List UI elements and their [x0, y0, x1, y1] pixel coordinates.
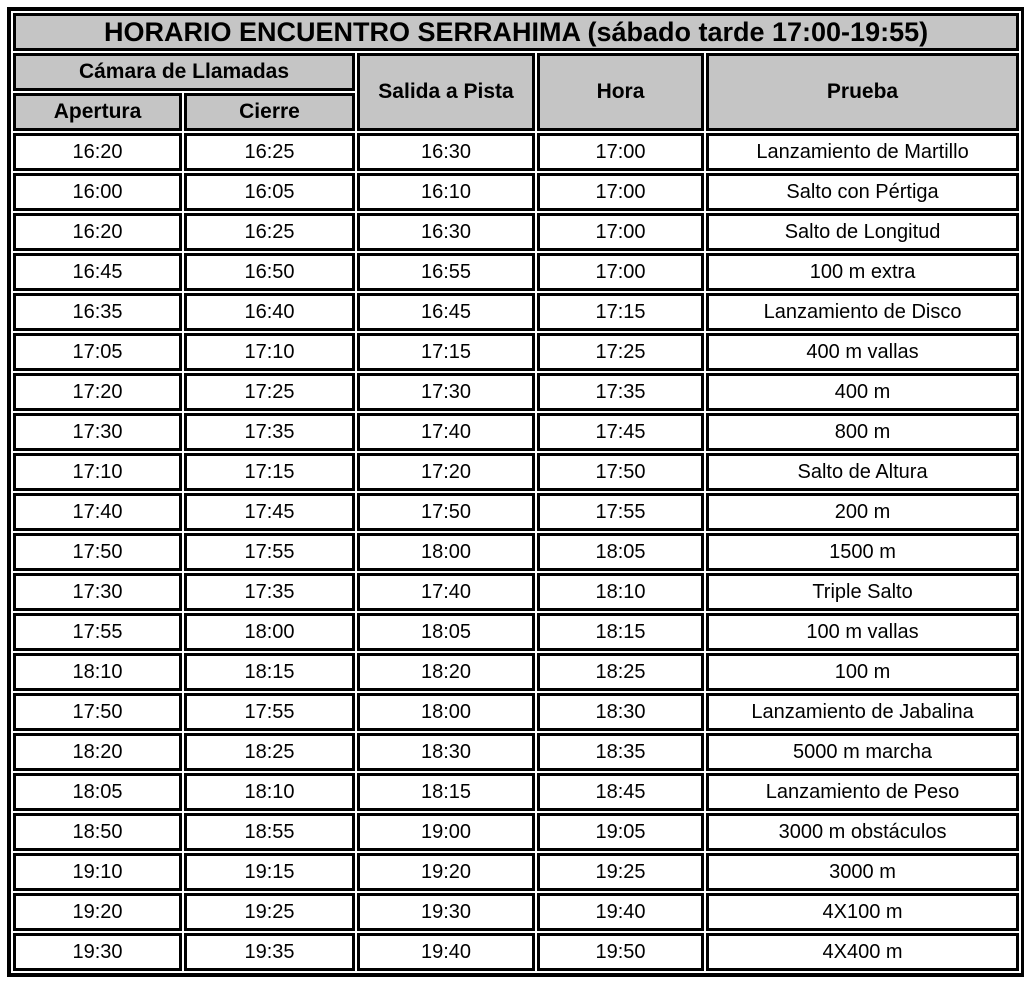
cell-hora: 18:35	[537, 733, 704, 771]
cell-apertura: 17:05	[13, 333, 182, 371]
cell-salida-a-pista: 16:10	[357, 173, 535, 211]
cell-cierre: 17:55	[184, 693, 355, 731]
cell-apertura: 17:30	[13, 573, 182, 611]
cell-prueba: 4X400 m	[706, 933, 1019, 971]
cell-hora: 17:00	[537, 253, 704, 291]
cell-prueba: 400 m vallas	[706, 333, 1019, 371]
cell-prueba: Lanzamiento de Martillo	[706, 133, 1019, 171]
cell-prueba: 800 m	[706, 413, 1019, 451]
cell-cierre: 16:25	[184, 213, 355, 251]
cell-hora: 18:25	[537, 653, 704, 691]
cell-hora: 19:05	[537, 813, 704, 851]
schedule-table	[7, 7, 1024, 977]
cell-apertura: 16:20	[13, 133, 182, 171]
cell-salida-a-pista: 19:20	[357, 853, 535, 891]
cell-apertura: 16:00	[13, 173, 182, 211]
cell-cierre: 19:35	[184, 933, 355, 971]
cell-salida-a-pista: 17:50	[357, 493, 535, 531]
cell-salida-a-pista: 19:00	[357, 813, 535, 851]
table-header	[13, 13, 1019, 131]
table-body	[13, 133, 1019, 971]
cell-apertura: 18:20	[13, 733, 182, 771]
cell-hora: 17:25	[537, 333, 704, 371]
table-row	[13, 253, 1019, 291]
cell-salida-a-pista: 17:40	[357, 413, 535, 451]
cell-cierre: 17:55	[184, 533, 355, 571]
cell-hora: 17:45	[537, 413, 704, 451]
cell-salida-a-pista: 18:30	[357, 733, 535, 771]
cell-prueba: Lanzamiento de Peso	[706, 773, 1019, 811]
cell-prueba: 3000 m	[706, 853, 1019, 891]
cell-salida-a-pista: 18:20	[357, 653, 535, 691]
cell-salida-a-pista: 17:30	[357, 373, 535, 411]
table-row	[13, 333, 1019, 371]
cell-cierre: 16:05	[184, 173, 355, 211]
cell-apertura: 16:45	[13, 253, 182, 291]
cell-hora: 19:25	[537, 853, 704, 891]
cell-hora: 17:00	[537, 213, 704, 251]
table-row	[13, 213, 1019, 251]
cell-cierre: 17:35	[184, 573, 355, 611]
cell-prueba: 1500 m	[706, 533, 1019, 571]
cell-prueba: 400 m	[706, 373, 1019, 411]
header-prueba: Prueba	[706, 53, 1019, 131]
cell-hora: 17:00	[537, 173, 704, 211]
cell-apertura: 19:30	[13, 933, 182, 971]
table-row	[13, 453, 1019, 491]
cell-cierre: 18:25	[184, 733, 355, 771]
header-apertura: Apertura	[13, 93, 182, 131]
cell-cierre: 19:15	[184, 853, 355, 891]
cell-cierre: 16:25	[184, 133, 355, 171]
cell-prueba: 100 m vallas	[706, 613, 1019, 651]
cell-apertura: 16:35	[13, 293, 182, 331]
cell-cierre: 17:15	[184, 453, 355, 491]
header-camara-de-llamadas: Cámara de Llamadas	[13, 53, 355, 91]
cell-prueba: 3000 m obstáculos	[706, 813, 1019, 851]
table-row	[13, 773, 1019, 811]
cell-prueba: Lanzamiento de Disco	[706, 293, 1019, 331]
cell-prueba: 100 m extra	[706, 253, 1019, 291]
table-row	[13, 493, 1019, 531]
cell-prueba: Salto con Pértiga	[706, 173, 1019, 211]
table-row	[13, 533, 1019, 571]
cell-apertura: 18:50	[13, 813, 182, 851]
cell-salida-a-pista: 16:30	[357, 133, 535, 171]
table-row	[13, 693, 1019, 731]
cell-hora: 18:05	[537, 533, 704, 571]
cell-hora: 17:35	[537, 373, 704, 411]
cell-cierre: 19:25	[184, 893, 355, 931]
table-row	[13, 293, 1019, 331]
cell-hora: 17:15	[537, 293, 704, 331]
cell-salida-a-pista: 16:55	[357, 253, 535, 291]
cell-salida-a-pista: 18:15	[357, 773, 535, 811]
header-hora: Hora	[537, 53, 704, 131]
table-row	[13, 613, 1019, 651]
cell-cierre: 18:00	[184, 613, 355, 651]
table-row	[13, 653, 1019, 691]
cell-prueba: 100 m	[706, 653, 1019, 691]
cell-salida-a-pista: 18:05	[357, 613, 535, 651]
cell-salida-a-pista: 16:30	[357, 213, 535, 251]
cell-hora: 18:15	[537, 613, 704, 651]
cell-hora: 18:10	[537, 573, 704, 611]
cell-salida-a-pista: 18:00	[357, 693, 535, 731]
cell-apertura: 19:20	[13, 893, 182, 931]
cell-cierre: 16:50	[184, 253, 355, 291]
table-row	[13, 893, 1019, 931]
cell-salida-a-pista: 17:15	[357, 333, 535, 371]
cell-apertura: 17:20	[13, 373, 182, 411]
cell-apertura: 17:55	[13, 613, 182, 651]
cell-hora: 18:45	[537, 773, 704, 811]
cell-apertura: 17:40	[13, 493, 182, 531]
table-row	[13, 573, 1019, 611]
cell-salida-a-pista: 19:30	[357, 893, 535, 931]
page-title: HORARIO ENCUENTRO SERRAHIMA (sábado tarde 17:00-19:55)	[13, 13, 1019, 51]
table-row	[13, 413, 1019, 451]
cell-apertura: 16:20	[13, 213, 182, 251]
cell-salida-a-pista: 19:40	[357, 933, 535, 971]
cell-salida-a-pista: 17:40	[357, 573, 535, 611]
table-row	[13, 133, 1019, 171]
cell-prueba: 4X100 m	[706, 893, 1019, 931]
table-row	[13, 813, 1019, 851]
cell-apertura: 19:10	[13, 853, 182, 891]
cell-cierre: 17:10	[184, 333, 355, 371]
cell-salida-a-pista: 16:45	[357, 293, 535, 331]
cell-salida-a-pista: 17:20	[357, 453, 535, 491]
cell-cierre: 16:40	[184, 293, 355, 331]
cell-prueba: Triple Salto	[706, 573, 1019, 611]
cell-apertura: 17:50	[13, 533, 182, 571]
cell-salida-a-pista: 18:00	[357, 533, 535, 571]
cell-apertura: 18:10	[13, 653, 182, 691]
table-row	[13, 733, 1019, 771]
title-row	[13, 13, 1019, 51]
cell-cierre: 17:35	[184, 413, 355, 451]
cell-cierre: 17:45	[184, 493, 355, 531]
cell-hora: 17:00	[537, 133, 704, 171]
cell-prueba: Salto de Altura	[706, 453, 1019, 491]
cell-hora: 17:50	[537, 453, 704, 491]
cell-prueba: Lanzamiento de Jabalina	[706, 693, 1019, 731]
cell-prueba: 5000 m marcha	[706, 733, 1019, 771]
cell-prueba: 200 m	[706, 493, 1019, 531]
cell-prueba: Salto de Longitud	[706, 213, 1019, 251]
header-cierre: Cierre	[184, 93, 355, 131]
table-row	[13, 373, 1019, 411]
cell-hora: 19:50	[537, 933, 704, 971]
cell-cierre: 18:55	[184, 813, 355, 851]
header-salida-a-pista: Salida a Pista	[357, 53, 535, 131]
cell-apertura: 17:30	[13, 413, 182, 451]
header-row-group	[13, 53, 1019, 91]
cell-hora: 18:30	[537, 693, 704, 731]
cell-apertura: 17:10	[13, 453, 182, 491]
cell-cierre: 18:15	[184, 653, 355, 691]
cell-hora: 19:40	[537, 893, 704, 931]
cell-hora: 17:55	[537, 493, 704, 531]
table-row	[13, 853, 1019, 891]
table-row	[13, 173, 1019, 211]
table-row	[13, 933, 1019, 971]
cell-cierre: 18:10	[184, 773, 355, 811]
cell-apertura: 18:05	[13, 773, 182, 811]
cell-cierre: 17:25	[184, 373, 355, 411]
cell-apertura: 17:50	[13, 693, 182, 731]
